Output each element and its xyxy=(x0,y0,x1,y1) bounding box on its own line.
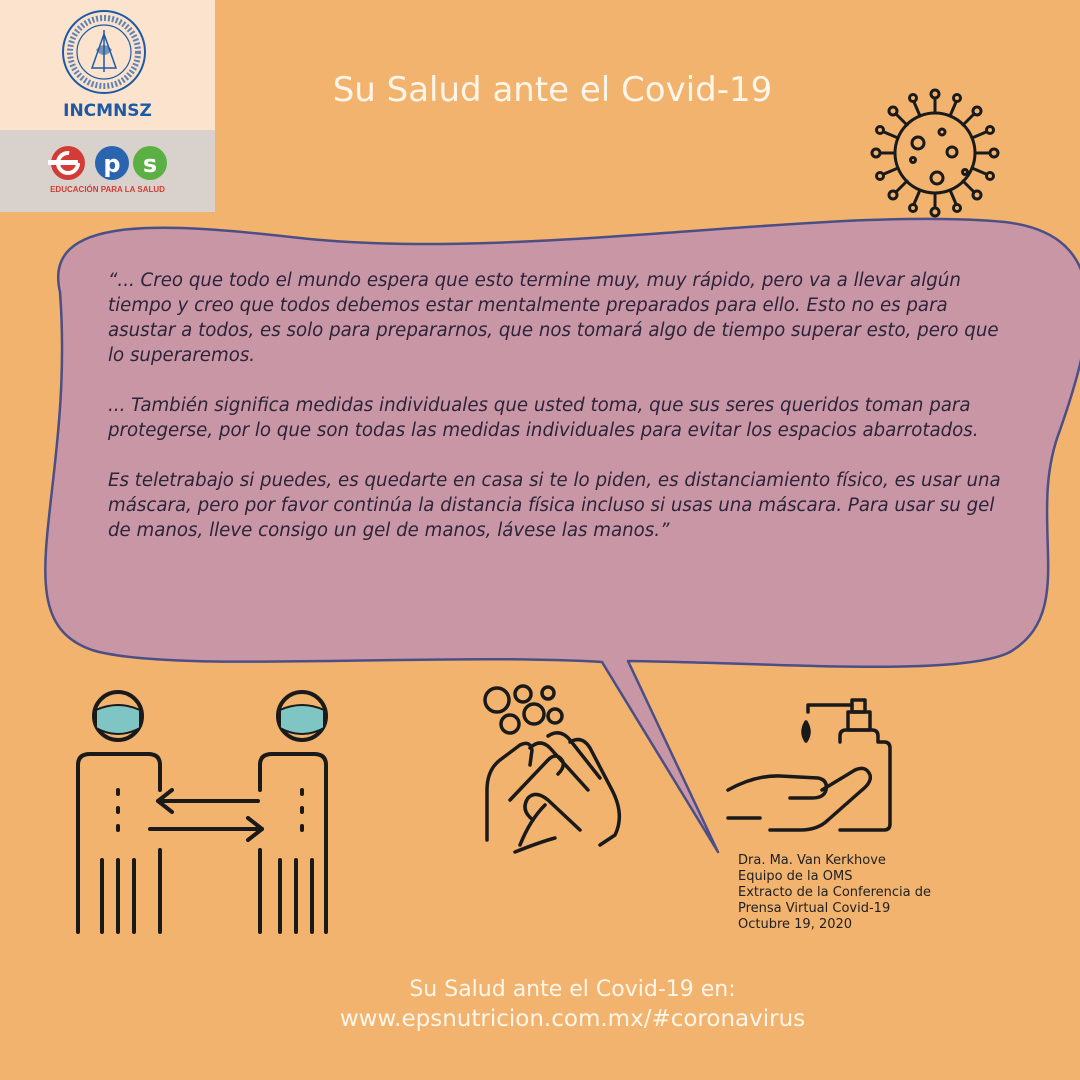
eps-letter-p: p xyxy=(103,150,121,178)
quote-paragraph-1: “... Creo que todo el mundo espera que esto termine muy, muy rápido, pero va a llevar algún tiempo y creo que todos debemos estar mentalmente preparados para ello. Esto no es para asustar a todos, es solo para prepararnos, que nos tomará algo de tiempo superar esto, pero que lo superaremos. xyxy=(108,270,999,366)
credit-line4: Prensa Virtual Covid-19 xyxy=(738,901,891,916)
hand-sanitizer-icon xyxy=(728,700,890,830)
quote-paragraph-3: Es teletrabajo si puedes, es quedarte en casa si te lo piden, es distanciamiento físico, es usar una máscara, pero por favor continúa la distancia física incluso si usas una máscara. Para usar su gel de manos, lleve consigo un gel de manos, lávese las manos.” xyxy=(108,470,1001,541)
person-left-icon xyxy=(78,692,160,932)
credit-author: Dra. Ma. Van Kerkhove xyxy=(738,853,886,868)
credit-date: Octubre 19, 2020 xyxy=(738,917,853,932)
social-distancing-icon xyxy=(78,692,326,932)
person-right-icon xyxy=(260,692,326,932)
quote-text xyxy=(108,268,1008,568)
eps-letter-s: s xyxy=(142,150,158,178)
credit-line3: Extracto de la Conferencia de xyxy=(738,885,931,900)
virus-icon xyxy=(872,90,998,216)
footer-link[interactable]: www.epsnutricion.com.mx/#coronavirus xyxy=(339,1006,806,1032)
page-title: Su Salud ante el Covid-19 xyxy=(332,70,773,110)
eps-caption: EDUCACIÓN PARA LA SALUD xyxy=(50,185,165,194)
footer-line1: Su Salud ante el Covid-19 en: xyxy=(409,977,736,1002)
quote-paragraph-2: ... También significa medidas individuales que usted toma, que sus seres queridos toman para protegerse, por lo que son todas las medidas individuales para evitar los espacios abarrotados. xyxy=(108,395,979,441)
hand-washing-icon xyxy=(485,686,619,852)
quote-credit xyxy=(738,853,931,933)
credit-team: Equipo de la OMS xyxy=(738,869,853,884)
incmnsz-name: INCMNSZ xyxy=(63,101,152,121)
